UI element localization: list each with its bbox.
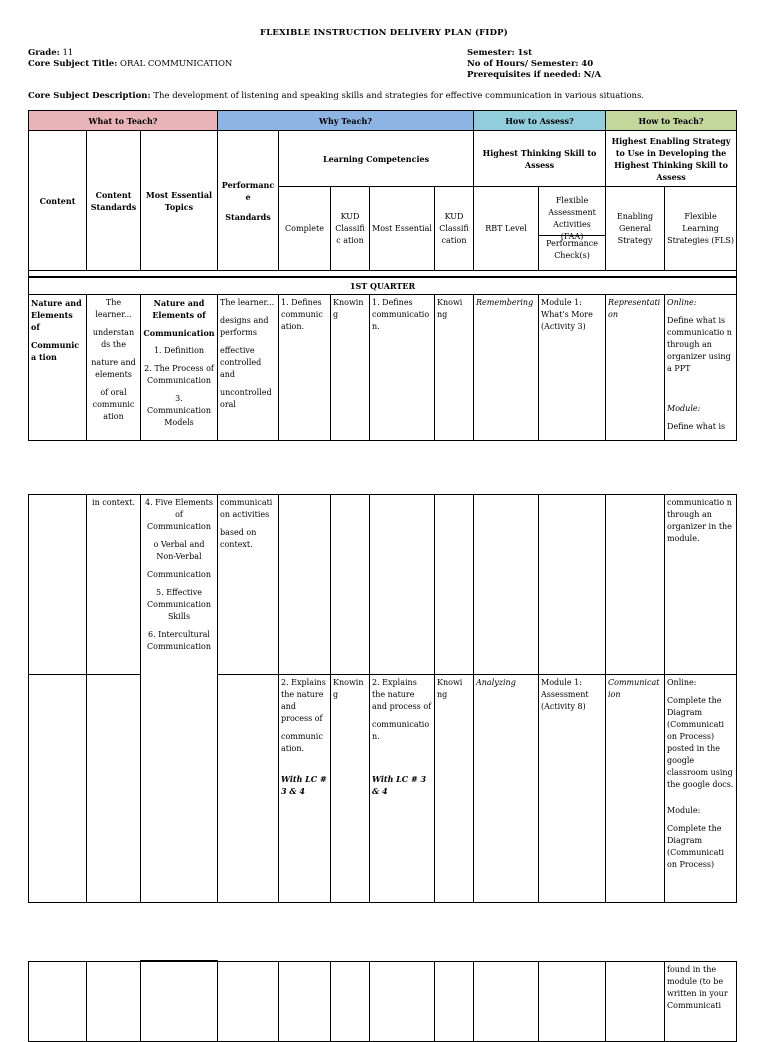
content-standards-header: Content Standards <box>87 131 141 271</box>
row2-content-standards: in context. <box>87 495 141 675</box>
essential-topics-header: Most Essential Topics <box>141 131 218 271</box>
subject-line <box>28 59 232 70</box>
row1-performance-standards: The learner... designs and performs effective controlled and uncontrolled oral <box>218 294 279 440</box>
row3-faa: Module 1: Assessment (Activity 8) <box>539 675 606 903</box>
row1-essential-topics: Nature and Elements of Communication 1. Definition 2. The Process of Communication 3. Communication Models <box>141 294 218 440</box>
learning-competencies-header: Learning Competencies <box>279 131 474 187</box>
highest-enabling-header: Highest Enabling Strategy to Use in Developing the Highest Thinking Skill to Assess <box>606 131 737 187</box>
hours-label: No of Hours/ Semester: <box>467 59 579 69</box>
row1-rbt-level: Remembering <box>474 294 539 440</box>
semester-line <box>467 48 532 59</box>
row1-most-essential: 1. Defines communicatio n. <box>370 294 435 440</box>
row1-enabling-strategy: Representati on <box>606 294 665 440</box>
description-line <box>28 91 748 102</box>
prereq-line <box>467 70 601 81</box>
faa-label: Flexible Assessment Activities (FAA) <box>539 193 605 236</box>
row3-enabling-strategy: Communicat ion <box>606 675 665 903</box>
semester-label: Semester: <box>467 48 515 58</box>
row1-fls: Online: Define what is communicatio n through an organizer using a PPT Module: Define what is <box>665 294 737 440</box>
semester-value: 1st <box>517 48 533 58</box>
description-value: The development of listening and speaking skills and strategies for effective communication in various situations. <box>153 91 645 101</box>
row3-kud-2: Knowi ng <box>435 675 474 903</box>
subject-label: Core Subject Title: <box>28 59 118 69</box>
how-to-teach-header: How to Teach? <box>606 111 737 131</box>
description-label: Core Subject Description: <box>28 91 151 101</box>
grade-line <box>28 48 73 59</box>
row2-performance-standards: communicati on activities based on context. <box>218 495 279 675</box>
fidp-table-main <box>28 110 737 441</box>
fls-header: Flexible Learning Strategies (FLS) <box>665 187 737 271</box>
row3-rbt-level: Analyzing <box>474 675 539 903</box>
enabling-general-header: Enabling General Strategy <box>606 187 665 271</box>
document-title: FLEXIBLE INSTRUCTION DELIVERY PLAN (FIDP) <box>260 28 508 38</box>
grade-value: 11 <box>62 48 74 58</box>
row1-kud-2: Knowi ng <box>435 294 474 440</box>
row2-essential-topics: 4. Five Elements of Communication o Verbal and Non-Verbal Communication 5. Effective Communication Skills 6. Intercultural Communication <box>141 495 218 903</box>
prereq-value: N/A <box>583 70 602 80</box>
row4-fls: found in the module (to be written in your Communicati <box>665 961 737 1041</box>
performance-check-label: Performance Check(s) <box>546 239 598 260</box>
kud-classification-header-2: KUD Classifi cation <box>435 187 474 271</box>
fidp-table-continued <box>28 494 737 903</box>
row3-complete: 2. Explains the nature and process of communic ation. With LC # 3 & 4 <box>279 675 331 903</box>
row1-content: Nature and Elements of Communica tion <box>29 294 87 440</box>
row3-kud-1: Knowin g <box>331 675 370 903</box>
row2-fls: communicatio n through an organizer in the module. <box>665 495 737 675</box>
performance-standards-header <box>218 131 279 271</box>
hours-value: 40 <box>581 59 594 69</box>
grade-label: Grade: <box>28 48 60 58</box>
subject-value: ORAL COMMUNICATION <box>120 59 233 69</box>
row3-fls: Online: Complete the Diagram (Communicati on Process) posted in the google classroom using the google docs. Module: Complete the Diagram (Communicati on Process) <box>665 675 737 903</box>
row1-complete: 1. Defines communic ation. <box>279 294 331 440</box>
quarter-label: 1ST QUARTER <box>29 277 737 295</box>
complete-header: Complete <box>279 187 331 271</box>
why-teach-header: Why Teach? <box>218 111 474 131</box>
fidp-table-continued-2 <box>28 960 737 1042</box>
row1-content-standards: The learner... understan ds the nature and elements of oral communic ation <box>87 294 141 440</box>
performance-label: Performanc e <box>221 179 275 202</box>
standards-label: Standards <box>225 211 271 222</box>
faa-header <box>539 187 606 271</box>
kud-classification-header-1: KUD Classific ation <box>331 187 370 271</box>
rbt-level-header: RBT Level <box>474 187 539 271</box>
hours-line <box>467 59 593 70</box>
content-header: Content <box>29 131 87 271</box>
how-to-assess-header: How to Assess? <box>474 111 606 131</box>
what-to-teach-header: What to Teach? <box>29 111 218 131</box>
prereq-label: Prerequisites if needed: <box>467 70 581 80</box>
most-essential-header: Most Essential <box>370 187 435 271</box>
row1-faa: Module 1: What's More (Activity 3) <box>539 294 606 440</box>
row3-most-essential: 2. Explains the nature and process of communicatio n. With LC # 3 & 4 <box>370 675 435 903</box>
highest-thinking-header: Highest Thinking Skill to Assess <box>474 131 606 187</box>
row1-kud-1: Knowin g <box>331 294 370 440</box>
